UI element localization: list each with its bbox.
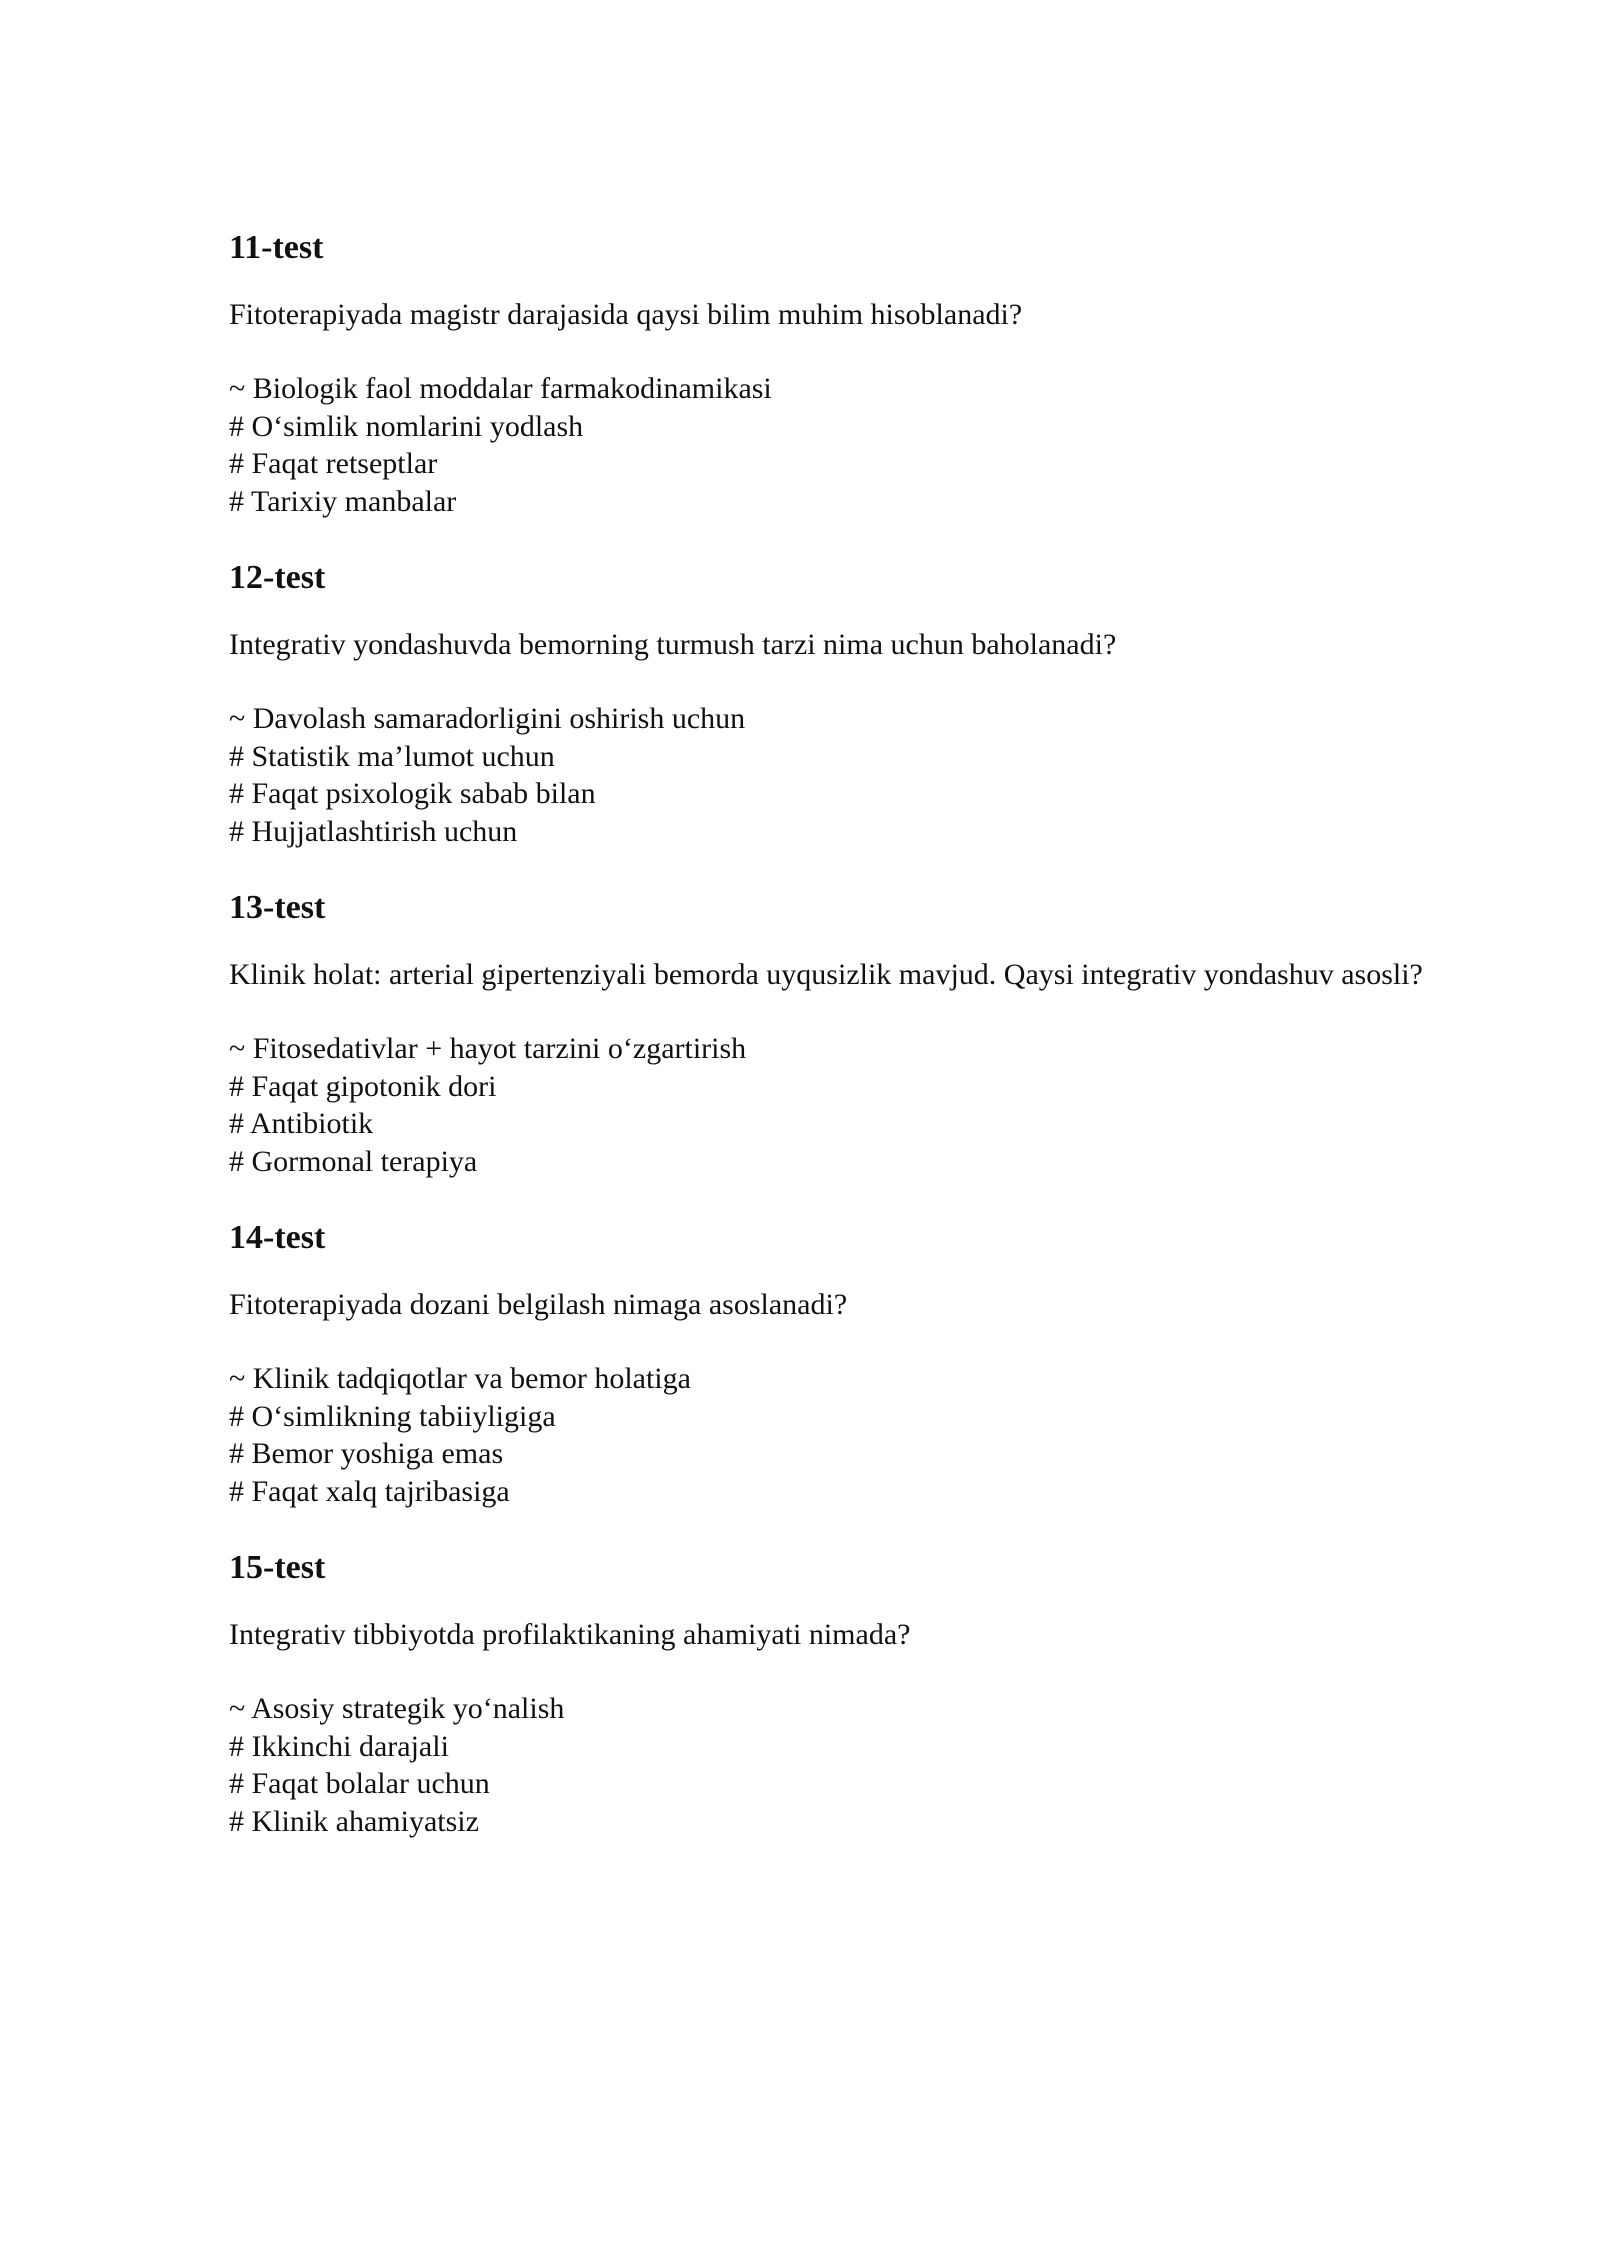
answer-option-correct: ~ Davolash samaradorligini oshirish uchun [229, 702, 746, 735]
test-14 [229, 1216, 1429, 1510]
test-15 [229, 1546, 1429, 1840]
answer-option: # Faqat psixologik sabab bilan [229, 777, 596, 810]
answer-option: # Antibiotik [229, 1107, 374, 1140]
answer-option: # O‘simlik nomlarini yodlash [229, 409, 584, 443]
answer-option: # Klinik ahamiyatsiz [229, 1804, 479, 1838]
answer-option: # Ikkinchi darajali [229, 1729, 449, 1763]
test-title: 11-test [229, 229, 324, 266]
question-text: Klinik holat: arterial gipertenziyali bemorda uyqusizlik mavjud. Qaysi integrativ yondashuv asosli? [229, 958, 1423, 991]
answer-options [229, 1360, 1429, 1510]
answer-options [229, 1030, 1429, 1180]
question-text: Integrativ yondashuvda bemorning turmush tarzi nima uchun baholanadi? [229, 628, 1117, 661]
answer-options [229, 1690, 1429, 1840]
answer-option-correct: ~ Biologik faol moddalar farmakodinamikasi [229, 372, 772, 405]
answer-option-correct: ~ Klinik tadqiqotlar va bemor holatiga [229, 1362, 691, 1395]
test-13 [229, 886, 1429, 1180]
test-title: 15-test [229, 1549, 326, 1586]
test-title: 13-test [229, 889, 326, 926]
test-11 [229, 226, 1429, 520]
answer-option-correct: ~ Asosiy strategik yo‘nalish [229, 1692, 565, 1725]
test-12 [229, 556, 1429, 850]
answer-option: # Bemor yoshiga emas [229, 1437, 504, 1470]
answer-option: # O‘simlikning tabiiyligiga [229, 1399, 556, 1433]
answer-option: # Statistik ma’lumot uchun [229, 739, 555, 773]
answer-options [229, 700, 1429, 850]
document-page [229, 226, 1429, 1876]
answer-option: # Faqat xalq tajribasiga [229, 1474, 510, 1508]
answer-option: # Gormonal terapiya [229, 1144, 478, 1178]
question-text: Fitoterapiyada magistr darajasida qaysi bilim muhim hisoblanadi? [229, 298, 1023, 331]
answer-option: # Faqat bolalar uchun [229, 1767, 490, 1800]
question-text: Fitoterapiyada dozani belgilash nimaga asoslanadi? [229, 1288, 848, 1321]
answer-option: # Faqat gipotonik dori [229, 1069, 497, 1103]
answer-option: # Hujjatlashtirish uchun [229, 814, 518, 848]
answer-option: # Tarixiy manbalar [229, 484, 457, 518]
answer-options [229, 370, 1429, 520]
test-title: 12-test [229, 559, 326, 596]
question-text: Integrativ tibbiyotda profilaktikaning ahamiyati nimada? [229, 1618, 911, 1651]
answer-option-correct: ~ Fitosedativlar + hayot tarzini o‘zgartirish [229, 1032, 747, 1065]
answer-option: # Faqat retseptlar [229, 447, 438, 480]
test-title: 14-test [229, 1219, 326, 1256]
